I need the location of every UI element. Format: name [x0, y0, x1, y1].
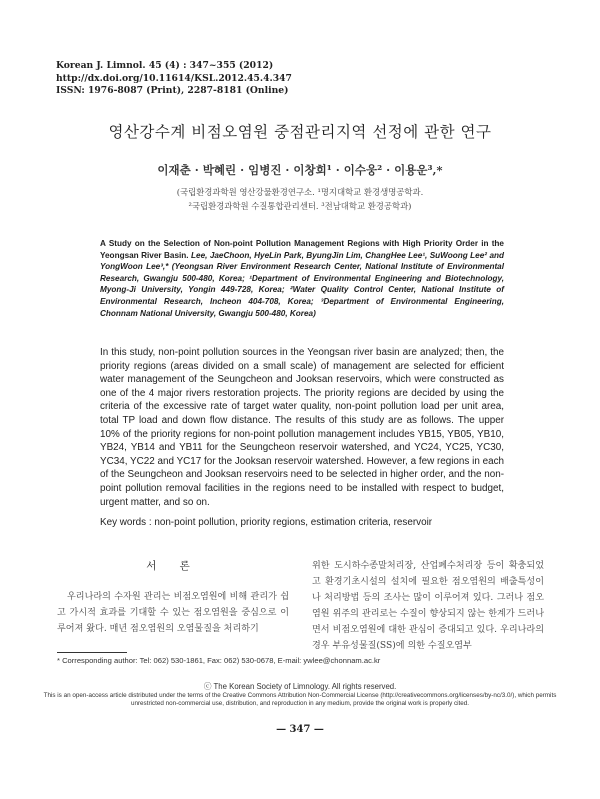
english-title: A Study on the Selection of Non-point Pollution Management Regions with High Priority Order in the Yeongsan River Basin. — [100, 239, 504, 260]
korean-affiliation-line-1: (국립환경과학원 영산강물환경연구소. ¹명지대학교 환경생명공학과. — [176, 187, 424, 197]
body-column-left — [57, 558, 289, 637]
corresponding-author-footnote: * Corresponding author: Tel: 062) 530-1861, Fax: 062) 530-0678, E-mail: ywlee@chonnam.ac.kr — [57, 656, 381, 665]
body-column-right — [312, 558, 544, 654]
license-notice: This is an open-access article distributed under the terms of the Creative Commons Attribution Non-Commercial License (http://creativecommons.org/licenses/by-nc/3.0/), which permits unrestricted non-commercial use, distribution, and reproduction in any medium, provide the original work is properly cited. — [43, 692, 557, 708]
journal-header — [56, 60, 476, 98]
page-number: — 347 — — [276, 724, 324, 735]
footnote-divider — [57, 652, 127, 653]
english-title-block — [100, 238, 504, 319]
copyright-notice: ⓒ The Korean Society of Limnology. All rights reserved. — [203, 682, 397, 691]
doi-link[interactable]: http://dx.doi.org/10.11614/KSL.2012.45.4.347 — [56, 72, 292, 84]
section-heading-introduction: 서 론 — [146, 560, 200, 572]
issn: ISSN: 1976-8087 (Print), 2287-8181 (Online) — [56, 85, 289, 96]
body-paragraph-left: 우리나라의 수자원 관리는 비점오염원에 비해 관리가 쉽고 가시적 효과를 기대할 수 있는 점오염원을 중심으로 이루어져 왔다. 매년 점오염원의 오염물질을 처리하기 — [57, 592, 289, 634]
korean-affiliation-line-2: ²국립환경과학원 수질통합관리센터. ³전남대학교 환경공학과) — [188, 201, 412, 211]
korean-title: 영산강수계 비점오염원 중점관리지역 선정에 관한 연구 — [108, 123, 492, 141]
keywords: Key words : non-point pollution, priority regions, estimation criteria, reservoir — [100, 517, 433, 528]
korean-authors: 이재춘 · 박혜린 · 임병진 · 이창희¹ · 이수웅² · 이용운³,* — [157, 163, 443, 177]
journal-citation: Korean J. Limnol. 45 (4) : 347~355 (2012) — [56, 60, 274, 71]
english-authors: Lee, JaeChoon, HyeLin Park, ByungJin Lim, ChangHee Lee¹, SuWoong Lee² and YongWoon Lee³,* — [100, 250, 504, 272]
abstract: In this study, non-point pollution sources in the Yeongsan river basin are analyzed; then, the priority regions (areas divided on a small scale) of management are selected for efficient water management of the Seungcheon and Jooksan reservoirs, which were constructed as one of the 4 major rivers restoration projects. The priority regions are decided by using the criteria of the excessive rate of target water quality, non-point pollution load per unit area, total TP load and down flow distance. The results of this study are as follows. The upper 10% of the priority regions for non-point pollution management includes YB15, YB05, YB10, YB24, YB14 and YB11 for the Seungcheon reservoir watershed, and YC24, YC25, YC30, YC34, YC22 and YC17 for the Jooksan reservoir watershed. However, a few regions in each of the Seungcheon and Jooksan reservoirs need to be selected in higher order, and the non-point pollution removal facilities in the regions need to be installed with respect to budget, urgent matter, and so on. — [100, 347, 504, 508]
body-paragraph-right: 위한 도시하수종말처리장, 산업폐수처리장 등이 확충되었고 환경기초시설의 설치에 필요한 점오염원의 배출특성이나 처리방법 등의 조사는 많이 이루어져 있다. 그러나 점오염원 위주의 관리로는 수질이 향상되지 않는 한계가 드러나면서 비점오염원에 대한 관심이 증대되고 있다. 우리나라의 경우 부유성물질(SS)에 의한 수질오염부 — [312, 561, 544, 651]
english-affiliations: (Yeongsan River Environment Research Center, National Institute of Environmental Research, Gwangju 500-480, Korea; ¹Department of Environmental Engineering and Biotechnology, Myong-Ji University, Yongin 449-728, Korea; ²Water Quality Control Center, National Institute of Environmental Research, Incheon 404-708, Korea; ³Department of Environmental Engineering, Chonnam National University, Gwangju 500-480, Korea) — [100, 262, 505, 318]
